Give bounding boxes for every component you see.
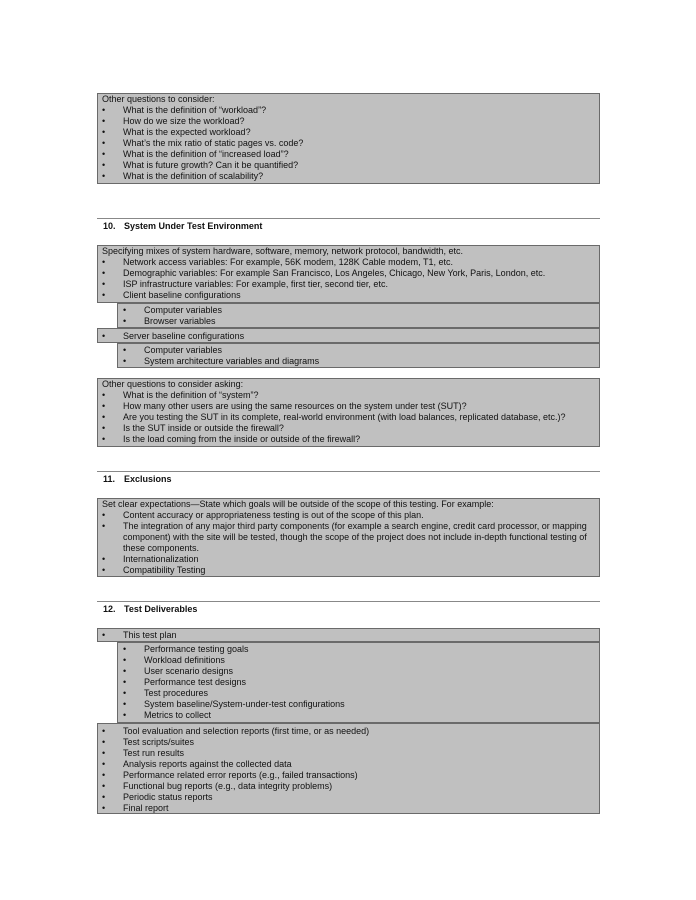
bullet: • xyxy=(123,688,127,698)
bullet: • xyxy=(102,390,106,400)
list-item xyxy=(98,803,599,814)
system-questions-box xyxy=(97,378,600,447)
list-item xyxy=(98,759,599,770)
item-text: What is the definition of scalability? xyxy=(123,171,264,181)
item-text: Performance testing goals xyxy=(144,644,249,654)
server-config-sublist xyxy=(117,343,600,368)
list-item xyxy=(98,138,599,149)
box-intro: Other questions to consider asking: xyxy=(102,379,244,389)
list-item xyxy=(118,655,599,666)
item-text: System architecture variables and diagrams xyxy=(144,356,320,366)
list-item xyxy=(98,781,599,792)
list-item xyxy=(98,127,599,138)
list-item xyxy=(98,279,599,290)
item-text: What is the definition of “workload”? xyxy=(123,105,267,115)
item-text: User scenario designs xyxy=(144,666,234,676)
list-item xyxy=(98,116,599,127)
item-text: Internationalization xyxy=(123,554,199,564)
list-item xyxy=(98,257,599,268)
item-text: Periodic status reports xyxy=(123,792,213,802)
item-text: How do we size the workload? xyxy=(123,116,245,126)
bullet: • xyxy=(102,630,106,640)
item-text: Is the SUT inside or outside the firewall? xyxy=(123,423,284,433)
list-item xyxy=(98,510,599,521)
item-text: Computer variables xyxy=(144,345,223,355)
item-text: Are you testing the SUT in its complete, real-world environment (with load balances, replicated database, etc.)? xyxy=(123,412,566,422)
list-item xyxy=(98,565,599,576)
bullet-list xyxy=(118,643,599,721)
list-item xyxy=(118,688,599,699)
item-text: Performance test designs xyxy=(144,677,247,687)
item-text: What is the expected workload? xyxy=(123,127,251,137)
list-item xyxy=(98,171,599,182)
list-item xyxy=(118,316,599,327)
bullet-list xyxy=(98,257,599,301)
list-item xyxy=(98,268,599,279)
item-text: Analysis reports against the collected data xyxy=(123,759,292,769)
bullet: • xyxy=(102,781,106,791)
item-text: Workload definitions xyxy=(144,655,225,665)
bullet: • xyxy=(102,171,106,181)
list-item xyxy=(118,345,599,356)
item-text: What is future growth? Can it be quantified? xyxy=(123,160,299,170)
list-item xyxy=(98,105,599,116)
list-item xyxy=(118,305,599,316)
section-divider xyxy=(97,601,600,602)
item-text: What’s the mix ratio of static pages vs. code? xyxy=(123,138,304,148)
bullet: • xyxy=(102,290,106,300)
test-plan-sublist xyxy=(117,642,600,723)
bullet: • xyxy=(102,726,106,736)
bullet-list xyxy=(118,344,599,367)
list-item xyxy=(98,434,599,445)
item-text: Metrics to collect xyxy=(144,710,212,720)
bullet: • xyxy=(102,257,106,267)
bullet: • xyxy=(102,401,106,411)
item-text: System baseline/System-under-test configurations xyxy=(144,699,345,709)
list-item xyxy=(98,748,599,759)
item-text: Final report xyxy=(123,803,169,813)
section-divider xyxy=(97,471,600,472)
item-text: How many other users are using the same resources on the system under test (SUT)? xyxy=(123,401,467,411)
bullet: • xyxy=(102,423,106,433)
client-config-sublist xyxy=(117,303,600,328)
item-text: Browser variables xyxy=(144,316,216,326)
bullet: • xyxy=(102,434,106,444)
sut-environment-box xyxy=(97,245,600,303)
bullet-list xyxy=(98,105,599,182)
bullet: • xyxy=(102,127,106,137)
bullet: • xyxy=(102,116,106,126)
item-text: Test scripts/suites xyxy=(123,737,195,747)
deliverables-box xyxy=(97,723,600,814)
list-item xyxy=(98,630,599,641)
bullet: • xyxy=(102,759,106,769)
list-item xyxy=(98,412,599,423)
bullet: • xyxy=(123,655,127,665)
item-text: Network access variables: For example, 56K modem, 128K Cable modem, T1, etc. xyxy=(123,257,453,267)
bullet: • xyxy=(102,160,106,170)
list-item xyxy=(118,356,599,367)
bullet: • xyxy=(102,331,106,341)
list-item xyxy=(98,792,599,803)
item-text: Tool evaluation and selection reports (first time, or as needed) xyxy=(123,726,370,736)
list-item xyxy=(98,521,599,554)
bullet: • xyxy=(102,138,106,148)
item-text: Server baseline configurations xyxy=(123,331,245,341)
section-number: 10. xyxy=(103,221,116,231)
bullet: • xyxy=(123,316,127,326)
list-item xyxy=(118,666,599,677)
bullet: • xyxy=(123,356,127,366)
section-title: Test Deliverables xyxy=(124,604,198,614)
bullet: • xyxy=(102,792,106,802)
item-text: Computer variables xyxy=(144,305,223,315)
section-heading-11 xyxy=(103,474,172,484)
list-item xyxy=(98,160,599,171)
bullet: • xyxy=(102,803,106,813)
bullet: • xyxy=(123,644,127,654)
bullet: • xyxy=(102,268,106,278)
item-text: Client baseline configurations xyxy=(123,290,241,300)
item-text: Functional bug reports (e.g., data integrity problems) xyxy=(123,781,333,791)
list-item xyxy=(98,290,599,301)
bullet: • xyxy=(102,149,106,159)
bullet: • xyxy=(102,748,106,758)
box-intro: Set clear expectations—State which goals will be outside of the scope of this testing. For example: xyxy=(102,499,494,509)
list-item xyxy=(98,554,599,565)
item-text: The integration of any major third party components (for example a search engine, credit card processor, or mapping component) with the site will be tested, though the scope of the project does not include in-depth functional testing of these components. xyxy=(123,521,587,553)
list-item xyxy=(98,726,599,737)
item-text: Performance related error reports (e.g., failed transactions) xyxy=(123,770,358,780)
bullet: • xyxy=(123,345,127,355)
bullet-list xyxy=(98,390,599,445)
list-item xyxy=(118,699,599,710)
bullet: • xyxy=(102,565,106,575)
bullet: • xyxy=(102,737,106,747)
bullet-list xyxy=(98,724,599,814)
section-heading-10 xyxy=(103,221,262,231)
item-text: Is the load coming from the inside or outside of the firewall? xyxy=(123,434,361,444)
section-divider xyxy=(97,218,600,219)
bullet: • xyxy=(102,279,106,289)
list-item xyxy=(98,331,599,342)
box-intro: Other questions to consider: xyxy=(102,94,215,104)
bullet: • xyxy=(123,305,127,315)
item-text: ISP infrastructure variables: For example, first tier, second tier, etc. xyxy=(123,279,388,289)
list-item xyxy=(98,737,599,748)
item-text: Test run results xyxy=(123,748,185,758)
server-config-box xyxy=(97,328,600,343)
list-item xyxy=(98,390,599,401)
bullet: • xyxy=(102,510,106,520)
item-text: This test plan xyxy=(123,630,177,640)
list-item xyxy=(98,401,599,412)
section-number: 11. xyxy=(103,474,116,484)
item-text: What is the definition of “increased load”? xyxy=(123,149,289,159)
item-text: What is the definition of “system”? xyxy=(123,390,259,400)
list-item xyxy=(118,710,599,721)
item-text: Test procedures xyxy=(144,688,209,698)
exclusions-box xyxy=(97,498,600,577)
bullet: • xyxy=(102,521,106,531)
bullet: • xyxy=(123,677,127,687)
box-intro: Specifying mixes of system hardware, software, memory, network protocol, bandwidth, etc. xyxy=(102,246,463,256)
section-title: System Under Test Environment xyxy=(124,221,263,231)
bullet: • xyxy=(102,554,106,564)
list-item xyxy=(98,423,599,434)
item-text: Compatibility Testing xyxy=(123,565,206,575)
list-item xyxy=(118,677,599,688)
workload-questions-box xyxy=(97,93,600,184)
bullet: • xyxy=(102,770,106,780)
list-item xyxy=(98,149,599,160)
bullet: • xyxy=(123,699,127,709)
list-item xyxy=(98,770,599,781)
item-text: Demographic variables: For example San Francisco, Los Angeles, Chicago, New York, Paris, London, etc. xyxy=(123,268,546,278)
test-plan-box xyxy=(97,628,600,642)
item-text: Content accuracy or appropriateness testing is out of the scope of this plan. xyxy=(123,510,424,520)
section-heading-12 xyxy=(103,604,197,614)
bullet: • xyxy=(102,105,106,115)
bullet-list xyxy=(118,304,599,327)
section-title: Exclusions xyxy=(124,474,172,484)
bullet: • xyxy=(123,666,127,676)
section-number: 12. xyxy=(103,604,116,614)
list-item xyxy=(118,644,599,655)
bullet: • xyxy=(123,710,127,720)
bullet: • xyxy=(102,412,106,422)
